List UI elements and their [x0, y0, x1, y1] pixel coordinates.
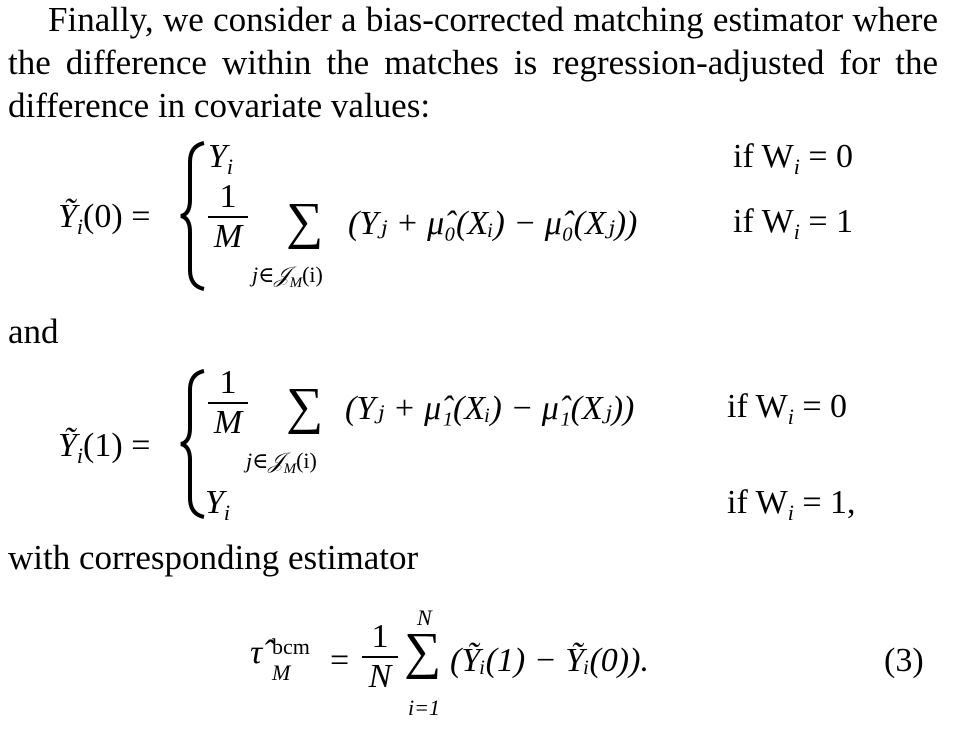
eq3-tau: τ̂	[250, 634, 263, 671]
eq3-fraction	[362, 620, 398, 694]
eq0-lhs	[58, 198, 150, 240]
eq0-case1-sub: i	[226, 154, 234, 179]
intro-paragraph	[8, 0, 938, 127]
eq0-sum-index: j∈𝒥	[252, 262, 290, 287]
eq3-lhs-sub: M	[272, 660, 291, 685]
equation-number: (3)	[884, 642, 924, 679]
eq1-case1-cond-rhs: = 0	[802, 388, 848, 425]
eq1-fraction	[208, 366, 248, 440]
eq1-case1-cond-text: if W	[727, 388, 788, 425]
eq1-case2-cond-rhs: = 1,	[802, 484, 856, 521]
eq1-case2-condition	[727, 484, 856, 526]
eq3-frac-num: 1	[371, 618, 389, 655]
eq0-case2-condition	[733, 203, 853, 245]
eq1-sum-index-sub: M	[283, 461, 297, 477]
eq1-lhs-symbol: Ỹ	[58, 427, 77, 464]
eq1-lhs	[58, 427, 150, 469]
left-brace-icon	[178, 140, 208, 292]
eq1-frac-num: 1	[219, 364, 237, 401]
eq1-case2-y: Y	[205, 484, 224, 521]
eq1-case2-sub: i	[223, 500, 231, 525]
eq1-sum-index: j∈𝒥	[246, 448, 284, 473]
eq1-frac-den: M	[213, 404, 243, 441]
eq1-case2-cond-text: if W	[727, 484, 788, 521]
eq1-lhs-sub: i	[76, 443, 84, 468]
eq1-sum-index-arg: (i)	[296, 448, 317, 473]
left-brace-icon	[178, 368, 208, 520]
eq0-case2-cond-rhs: = 1	[808, 203, 854, 240]
eq3-frac-den: N	[368, 658, 392, 695]
eq0-lhs-symbol: Ỹ	[58, 198, 77, 235]
eq0-sum-limits	[252, 262, 323, 292]
eq0-case1-cond-text: if W	[733, 138, 794, 175]
eq1-case1-condition	[727, 388, 847, 430]
eq0-case1-condition	[733, 138, 853, 180]
eq3-equals: =	[330, 642, 350, 679]
eq0-case1-cond-sub: i	[793, 154, 800, 179]
eq1-lhs-arg: (1) =	[83, 427, 151, 464]
eq0-frac-num: 1	[219, 178, 237, 215]
eq1-sum-limits	[246, 448, 317, 478]
eq1-case2-value	[205, 484, 230, 526]
estimator-intro-text: with corresponding estimator	[8, 538, 419, 577]
eq0-sum-index-sub: M	[289, 275, 303, 291]
eq0-sum-index-arg: (i)	[302, 262, 323, 287]
summation-icon: ∑	[404, 623, 442, 680]
eq3-sum-bottom: i=1	[408, 695, 440, 720]
summation-icon: ∑	[286, 193, 324, 250]
eq3-body: (Ỹᵢ(1) − Ỹᵢ(0)).	[450, 642, 649, 679]
eq3-lhs	[250, 634, 262, 672]
eq0-lhs-sub: i	[76, 214, 84, 239]
eq1-case2-cond-sub: i	[787, 500, 794, 525]
eq3-sum-top: N	[417, 605, 432, 630]
eq3-lhs-sup: bcm	[272, 634, 310, 659]
eq0-frac-den: M	[213, 218, 243, 255]
eq1-case1-expr: (Yⱼ + μ̂₁(Xᵢ) − μ̂₁(Xⱼ))	[345, 390, 635, 427]
eq0-lhs-arg: (0) =	[83, 198, 151, 235]
eq0-case1-y: Y	[208, 138, 227, 175]
intro-text: Finally, we consider a bias-corrected matching estimator where the difference within the matches is regression-adjusted for the difference in covariate values:	[8, 0, 938, 125]
eq0-case2-cond-sub: i	[793, 219, 800, 244]
eq0-case2-expr: (Yⱼ + μ̂₀(Xᵢ) − μ̂₀(Xⱼ))	[348, 205, 638, 242]
eq0-case1-cond-rhs: = 0	[808, 138, 854, 175]
eq0-fraction	[208, 180, 248, 254]
summation-icon: ∑	[286, 378, 324, 435]
eq0-case2-cond-text: if W	[733, 203, 794, 240]
eq1-case1-cond-sub: i	[787, 404, 794, 429]
and-word: and	[8, 312, 59, 351]
eq0-case1-value	[208, 138, 233, 180]
